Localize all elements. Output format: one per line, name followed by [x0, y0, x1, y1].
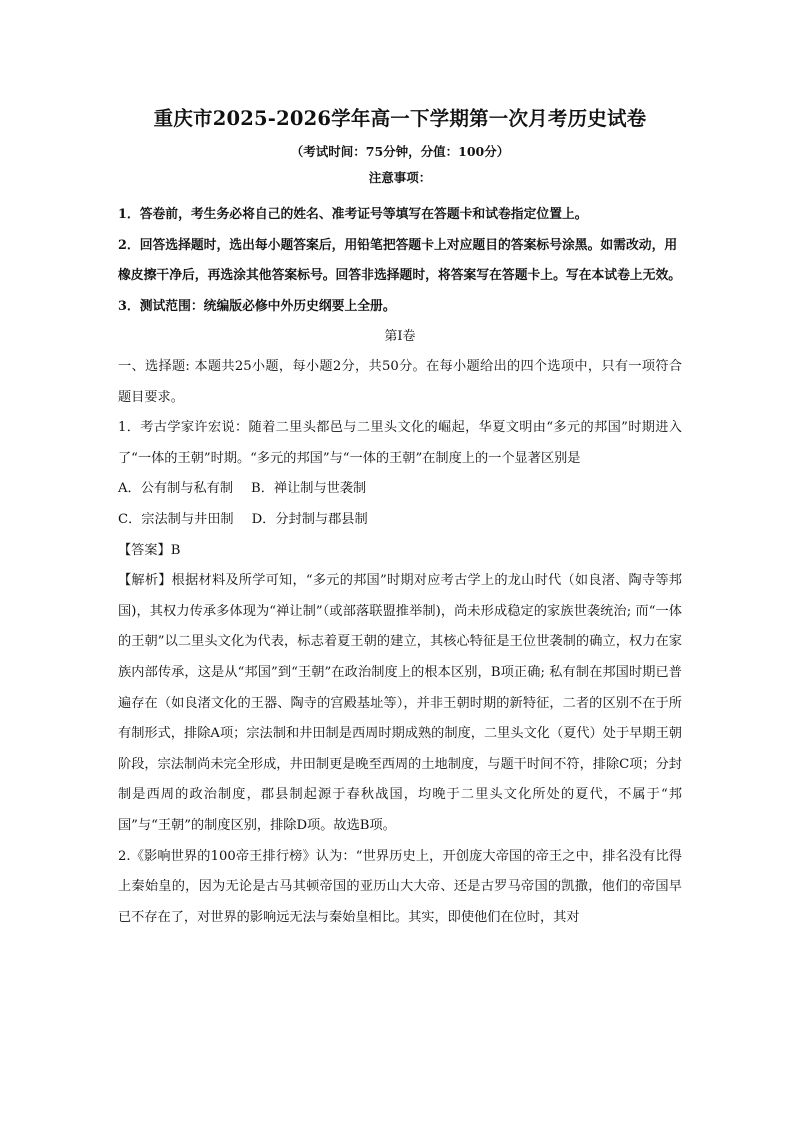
option-b: B．禅让制与世袭制 [251, 481, 367, 497]
section-intro: 一、选择题: 本题共25小题，每小题2分，共50分。在每小题给出的四个选项中，只有一项符合题目要求。 [118, 359, 682, 405]
question-1-options-row-1 [118, 474, 682, 505]
option-a: A．公有制与私有制 [118, 481, 234, 497]
notice-item-2: 2．回答选择题时，选出每小题答案后，用铅笔把答题卡上对应题目的答案标号涂黑。如需改动，用橡皮擦干净后，再选涂其他答案标号。回答非选择题时，将答案写在答题卡上。写在本试卷上无效。 [118, 237, 682, 283]
notice-item-1: 1．答卷前，考生务必将自己的姓名、准考证号等填写在答题卡和试卷指定位置上。 [118, 207, 588, 222]
question-2-stem: 2.《影响世界的100帝王排行榜》认为：“世界历史上，开创庞大帝国的帝王之中，排名没有比得上秦始皇的，因为无论是古马其顿帝国的亚历山大大帝、还是古罗马帝国的凯撒，他们的帝国早已不存在了，对世界的影响远无法与秦始皇相比。其实，即使他们在位时，其对 [118, 848, 682, 925]
question-1-analysis: 【解析】根据材料及所学可知，“多元的邦国”时期对应考古学上的龙山时代（如良渚、陶寺等邦国)，其权力传承多体现为“禅让制”（或部落联盟推举制)，尚未形成稳定的家族世袭统治; 而“一体的王朝”以二里头文化为代表，标志着夏王朝的建立，其核心特征是王位世袭制的确立，权力在家族内部传承，这是从“邦国”到“王朝”在政治制度上的根本区别，B项正确; 私有制在邦国时期已普遍存在（如良渚文化的王器、陶寺的宫殿基址等），并非王朝时期的新特征，二者的区别不在于所有制形式，排除A项；宗法制和井田制是西周时期成熟的制度，二里头文化（夏代）处于早期王朝阶段，宗法制尚未完全形成，井田制更是晚至西周的土地制度，与题干时间不符，排除C项；分封制是西周的政治制度，郡县制起源于春秋战国，均晚于二里头文化所处的夏代，不属于“邦国”与“王朝”的制度区别，排除D项。故选B项。 [118, 573, 682, 833]
exam-info: （考试时间：75分钟，分值：100分） [290, 144, 510, 159]
notice-heading: 注意事项： [368, 170, 432, 185]
volume-heading: 第Ⅰ卷 [384, 329, 416, 344]
question-1-answer: 【答案】B [118, 542, 181, 558]
option-c: C．宗法制与井田制 [118, 511, 234, 527]
option-d: D．分封制与郡县制 [251, 511, 368, 527]
page-title: 重庆市2025-2026学年高一下学期第一次月考历史试卷 [153, 107, 647, 130]
notice-item-3: 3．测试范围：统编版必修中外历史纲要上全册。 [118, 298, 396, 314]
question-1-stem: 1．考古学家许宏说：随着二里头都邑与二里头文化的崛起，华夏文明由“多元的邦国”时期进入了“一体的王朝”时期。“多元的邦国”与“一体的王朝”在制度上的一个显著区别是 [118, 420, 682, 466]
question-1-options-row-2 [118, 505, 682, 536]
